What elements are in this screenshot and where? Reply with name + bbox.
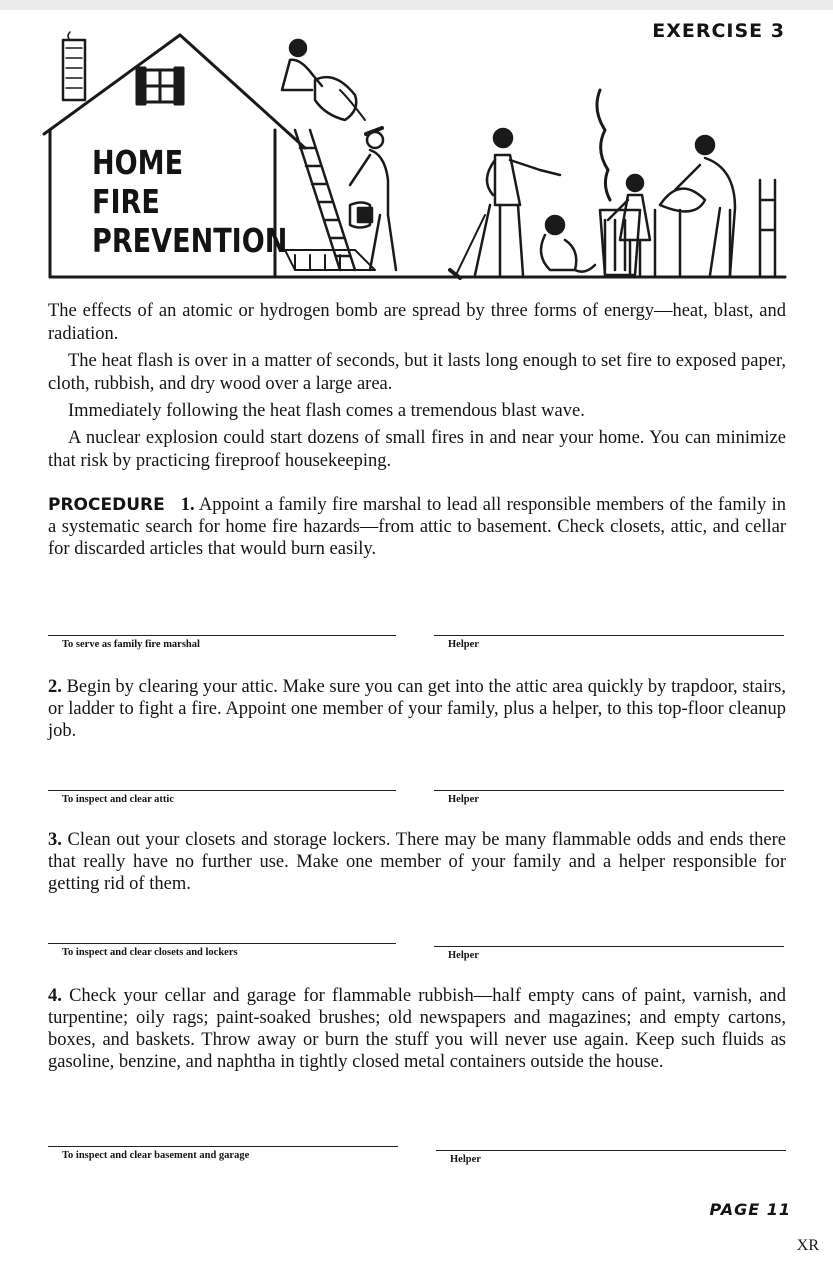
procedure-step-2 [48, 676, 786, 742]
step-number: 3. [48, 830, 62, 850]
helper-signature-line-2[interactable] [434, 790, 784, 791]
helper-label-4: Helper [450, 1154, 481, 1165]
title-line-fire: FIRE [92, 182, 160, 221]
intro-paragraph: The effects of an atomic or hydrogen bomb are spread by three forms of energy—heat, blast, and radiation. [48, 301, 786, 344]
helper-signature-line-3[interactable] [434, 946, 784, 947]
step-text: Check your cellar and garage for flammable rubbish—half empty cans of paint, varnish, and turpentine; oily rags; paint-soaked brushes; old newspapers and magazines; and empty cartons, boxes, and baskets. Throw away or burn the stuff you will never use again. Keep such fluids as gasoline, benzine, and naphtha in tightly closed metal containers outside the house. [48, 986, 786, 1072]
man-on-ladder-figure-icon [350, 128, 396, 270]
basement-signature-line[interactable] [48, 1146, 398, 1147]
helper-signature-line-1[interactable] [434, 635, 784, 636]
procedure-step-4 [48, 985, 786, 1073]
intro-text [48, 300, 786, 477]
procedure-label: PROCEDURE [48, 495, 165, 515]
woman-attic-figure-icon [282, 40, 365, 120]
helper-label-1: Helper [448, 639, 479, 650]
helper-signature-line-4[interactable] [436, 1150, 786, 1151]
title-line-prevention: PREVENTION [92, 221, 288, 260]
closets-label: To inspect and clear closets and lockers [62, 947, 238, 958]
helper-label-3: Helper [448, 950, 479, 961]
basement-label: To inspect and clear basement and garage [62, 1150, 250, 1161]
attic-signature-line[interactable] [48, 790, 396, 791]
dog-icon [541, 216, 595, 272]
title-line-home: HOME [92, 143, 184, 182]
scan-top-strip [0, 0, 833, 10]
page-title [92, 143, 287, 260]
step-number: 4. [48, 986, 62, 1006]
helper-label-2: Helper [448, 794, 479, 805]
step-number: 2. [48, 677, 62, 697]
watermark: XR [796, 1237, 819, 1254]
intro-paragraph: A nuclear explosion could start dozens of small fires in and near your home. You can minimize that risk by practicing fireproof housekeeping. [48, 428, 786, 471]
procedure-step-1 [48, 494, 786, 560]
crate-icon [285, 250, 375, 270]
attic-label: To inspect and clear attic [62, 794, 174, 805]
step-text: Appoint a family fire marshal to lead all responsible members of the family in a systematic search for home fire hazards—from attic to basement. Check closets, attic, and cellar for discarded articles that would burn easily. [48, 495, 786, 559]
fire-marshal-signature-line[interactable] [48, 635, 396, 636]
step-text: Begin by clearing your attic. Make sure you can get into the attic area quickly by trapdoor, stairs, or ladder to fight a fire. Appoint one member of your family, plus a helper, to this top-floor cleanup job. [48, 677, 786, 741]
exercise-number: EXERCISE 3 [652, 20, 785, 42]
step-number: 1. [180, 495, 195, 515]
procedure-step-3 [48, 829, 786, 895]
step-text: Clean out your closets and storage lockers. There may be many flammable odds and ends there that really have no further use. Make one member of your family and a helper responsible for getting rid of them. [48, 830, 786, 894]
woman-pointing-figure-icon [450, 129, 560, 278]
fire-marshal-label: To serve as family fire marshal [62, 639, 200, 650]
page-number: PAGE 11 [709, 1200, 791, 1219]
intro-paragraph: The heat flash is over in a matter of seconds, but it lasts long enough to set fire to exposed paper, cloth, rubbish, and dry wood over a large area. [48, 351, 786, 394]
man-with-furniture-figure-icon [655, 136, 775, 275]
intro-paragraph: Immediately following the heat flash comes a tremendous blast wave. [68, 401, 585, 421]
closets-signature-line[interactable] [48, 943, 396, 944]
